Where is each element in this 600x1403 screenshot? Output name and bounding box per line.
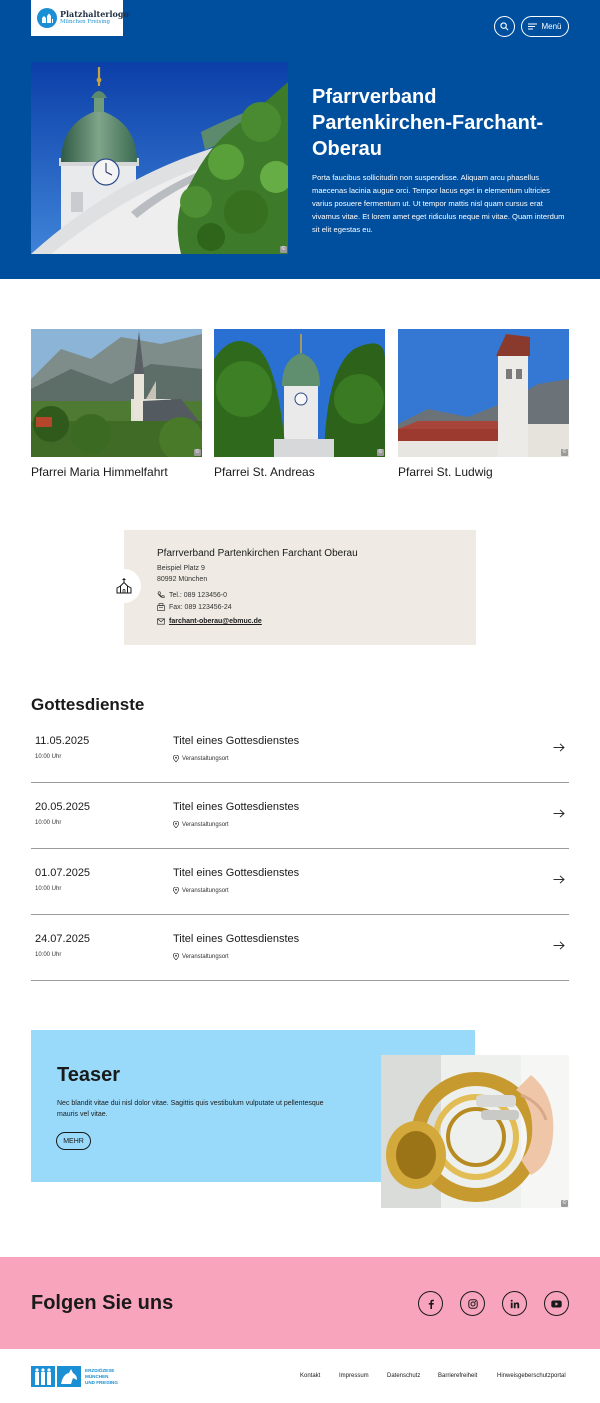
copyright-icon[interactable]: © [195,449,200,455]
service-date: 24.07.2025 [35,933,91,945]
service-title: Titel eines Gottesdienstes [173,735,300,747]
church-icon [115,577,133,595]
hero-section [0,0,600,279]
instagram-icon [468,1299,478,1309]
archdiocese-logo-icon [31,1366,81,1387]
menu-button[interactable] [521,16,569,37]
footer-link-datenschutz[interactable]: Datenschutz [387,1373,421,1379]
arrow-right-icon[interactable] [553,875,565,884]
social-section [0,1257,600,1349]
footer-link-hinweisgeberschutzportal[interactable]: Hinweisgeberschutzportal [497,1373,566,1379]
parish-card-st-andreas[interactable] [214,329,385,479]
services-list [31,717,569,981]
service-title: Titel eines Gottesdienstes [173,801,300,813]
service-location: Veranstaltungsort [173,953,229,960]
linkedin-button[interactable] [502,1291,527,1316]
service-row[interactable] [31,915,569,981]
service-title: Titel eines Gottesdienstes [173,933,300,945]
parish-image [214,329,385,457]
service-title: Titel eines Gottesdienstes [173,867,300,879]
phone-icon [157,591,165,599]
footer-link-barrierefreiheit[interactable]: Barrierefreiheit [438,1373,478,1379]
linkedin-icon [510,1299,520,1309]
services-heading: Gottesdienste [31,695,145,714]
copyright-icon[interactable]: © [562,449,567,455]
location-pin-icon [173,755,179,762]
menu-label: Menü [541,22,562,31]
service-date: 20.05.2025 [35,801,91,813]
footer-logo-text: ERZDIÖZESE MÜNCHEN UND FREISING [85,1367,118,1385]
service-time: 10:00 Uhr [35,754,62,760]
service-time: 10:00 Uhr [35,886,62,892]
service-time: 10:00 Uhr [35,820,62,826]
contact-title: Pfarrverband Partenkirchen Farchant Oberau [157,548,358,559]
teaser-title: Teaser [57,1064,121,1086]
service-time: 10:00 Uhr [35,952,62,958]
youtube-icon [551,1300,562,1308]
menu-icon [528,23,537,30]
church-badge [107,569,141,603]
fax-text: Fax: 089 123456-24 [169,603,232,611]
church-logo-icon [37,8,57,28]
parish-image [398,329,569,457]
arrow-right-icon[interactable] [553,941,565,950]
search-icon [500,22,509,31]
facebook-button[interactable] [418,1291,443,1316]
contact-fax [157,603,232,611]
service-location: Veranstaltungsort [173,887,229,894]
service-location: Veranstaltungsort [173,821,229,828]
fax-icon [157,603,165,611]
teaser-horn-image [381,1055,569,1208]
teaser-text: Nec blandit vitae dui nisl dolor vitae. Sagittis quis vestibulum vulputate ut pellentesque mauris vel vitae. [57,1100,324,1118]
location-pin-icon [173,821,179,828]
phone-text: Tel.: 089 123456-0 [169,591,227,599]
parish-name: Pfarrei St. Andreas [214,465,315,479]
parish-name: Pfarrei Maria Himmelfahrt [31,465,168,479]
parish-card-st-ludwig[interactable] [398,329,569,479]
youtube-button[interactable] [544,1291,569,1316]
copyright-icon[interactable]: © [562,1200,567,1206]
hero-text: Porta faucibus sollicitudin non suspendisse. Aliquam arcu phasellus maecenas lacinia augue orci. Tempor lacus eget in elementum ultricies varius posuere fermentum ut. Ut tempor mattis nisl quam cursus erat vivamus vitae. Et lorem amet eget ridiculus neque mi vitae. Quam interdum sit elit egestas eu. [312,173,565,234]
hero-church-image [31,62,288,254]
search-button[interactable] [494,16,515,37]
social-title: Folgen Sie uns [31,1292,174,1314]
parish-card-maria-himmelfahrt[interactable] [31,329,202,479]
contact-email[interactable] [157,618,262,625]
copyright-icon[interactable]: © [378,449,383,455]
facebook-icon [427,1299,435,1309]
mail-icon [157,618,165,625]
site-logo[interactable] [31,0,129,36]
arrow-right-icon[interactable] [553,743,565,752]
location-pin-icon [173,887,179,894]
contact-phone[interactable] [157,591,227,599]
service-location: Veranstaltungsort [173,755,229,762]
copyright-icon[interactable]: © [281,246,286,252]
parish-image [31,329,202,457]
service-date: 11.05.2025 [35,735,90,747]
logo-subtitle: München Freising [60,19,110,26]
arrow-right-icon[interactable] [553,809,565,818]
location-pin-icon [173,953,179,960]
instagram-button[interactable] [460,1291,485,1316]
more-button[interactable]: MEHR [56,1132,91,1150]
service-date: 01.07.2025 [35,867,91,879]
footer-logo[interactable] [31,1366,118,1387]
logo-title: Platzhalterlogo [60,9,129,20]
email-link[interactable]: farchant-oberau@ebmuc.de [169,618,262,625]
page-title: Pfarrverband Partenkirchen-Farchant-Oberau [312,86,544,160]
contact-city: 80992 München [157,576,208,583]
footer-link-kontakt[interactable]: Kontakt [300,1373,321,1379]
service-row[interactable] [31,783,569,849]
contact-street: Beispiel Platz 9 [157,565,205,572]
service-row[interactable] [31,849,569,915]
footer-link-impressum[interactable]: Impressum [339,1373,369,1379]
service-row[interactable] [31,717,569,783]
parish-name: Pfarrei St. Ludwig [398,465,493,479]
contact-card [124,530,476,645]
